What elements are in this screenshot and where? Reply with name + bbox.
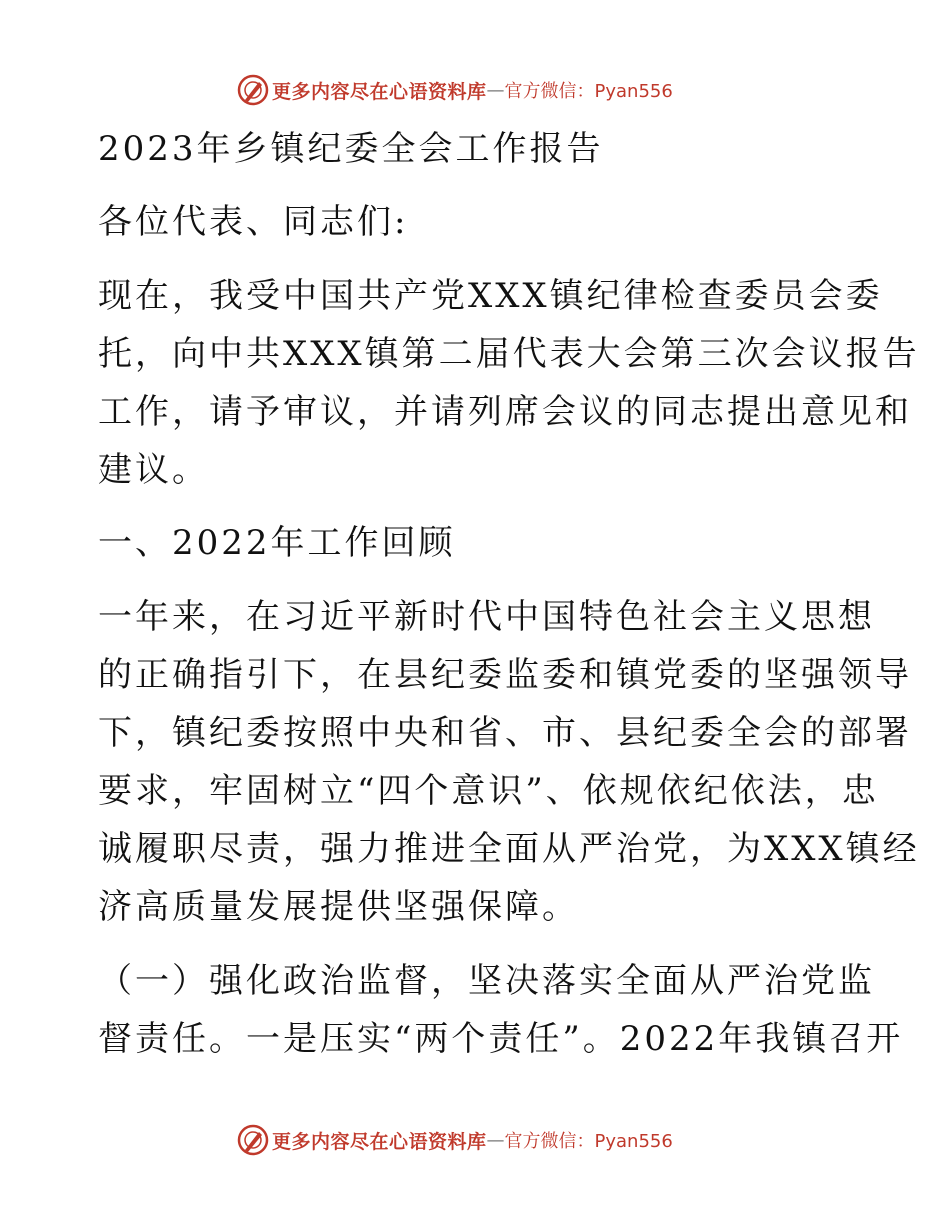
footer-watermark (236, 1122, 673, 1158)
pen-circle-logo-icon (236, 1123, 270, 1157)
paragraph-line: 托，向中共XXX镇第二届代表大会第三次会议报告 (98, 334, 920, 374)
paragraph-line: 济高质量发展提供坚强保障。 (98, 887, 579, 927)
paragraph-line: 工作，请予审议，并请列席会议的同志提出意见和 (98, 392, 912, 432)
document-title: 2023年乡镇纪委全会工作报告 (98, 129, 604, 169)
watermark-separator: — (486, 1129, 505, 1151)
watermark-separator: — (486, 79, 505, 101)
paragraph-line: 现在，我受中国共产党XXX镇纪律检查委员会委 (98, 276, 883, 316)
section-heading: 一、2022年工作回顾 (98, 523, 456, 563)
subsection-heading: （一）强化政治监督，坚决落实全面从严治党监 (98, 961, 875, 1001)
watermark-site-text: 更多内容尽在心语资料库 (272, 1130, 487, 1153)
watermark-wechat-text: 官方微信：Pyan556 (504, 81, 673, 102)
salutation: 各位代表、同志们: (98, 202, 409, 242)
paragraph-line: 督责任。一是压实“两个责任”。2022年我镇召开 (98, 1019, 904, 1059)
paragraph-line: 要求，牢固树立“四个意识”、依规依纪依法，忠 (98, 771, 879, 811)
paragraph-line: 的正确指引下，在县纪委监委和镇党委的坚强领导 (98, 655, 912, 695)
paragraph-line: 下，镇纪委按照中央和省、市、县纪委全会的部署 (98, 713, 912, 753)
paragraph-line: 建议。 (98, 450, 209, 490)
pen-circle-logo-icon (236, 73, 270, 107)
paragraph-line: 一年来，在习近平新时代中国特色社会主义思想 (98, 597, 875, 637)
watermark-site-text: 更多内容尽在心语资料库 (272, 80, 487, 103)
watermark-wechat-text: 官方微信：Pyan556 (504, 1131, 673, 1152)
paragraph-line: 诚履职尽责，强力推进全面从严治党，为XXX镇经 (98, 829, 920, 869)
header-watermark (236, 72, 673, 108)
